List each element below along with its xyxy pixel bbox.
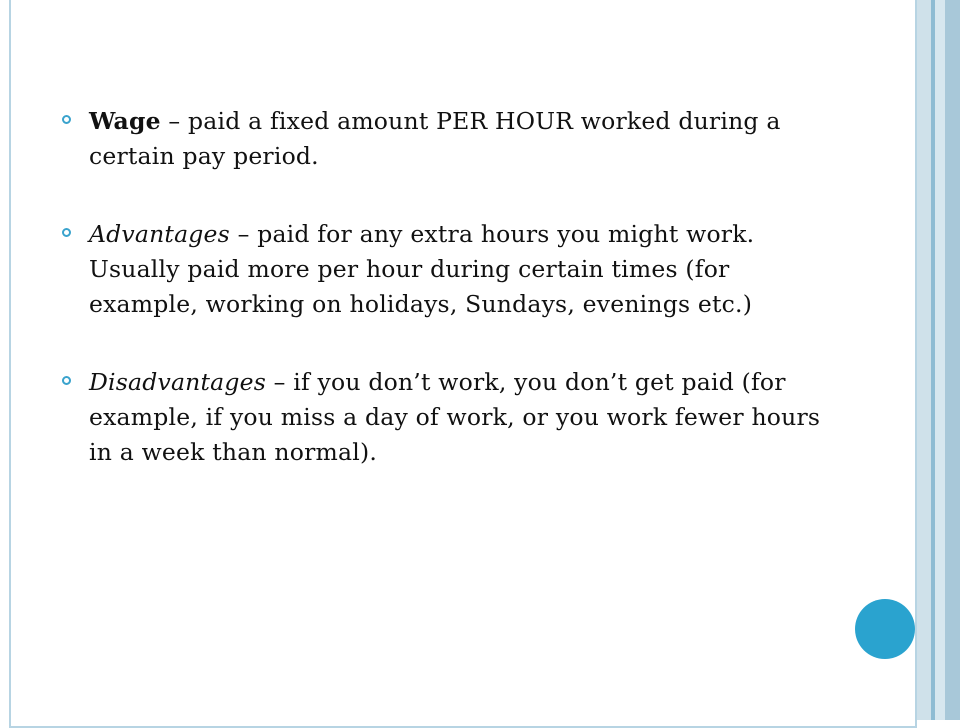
bullet-body: – paid for any extra hours you might work. Usually paid more per hour during certain times (for example, working on holidays, Sundays, evenings etc.) — [89, 220, 755, 318]
decorative-side-stripes — [917, 0, 960, 720]
stripe-light — [917, 0, 931, 720]
stripe-dark — [945, 0, 960, 720]
stripe-light-2 — [935, 0, 945, 720]
accent-circle-icon — [855, 599, 915, 659]
bullet-text — [89, 104, 822, 174]
bullet-item-advantages — [62, 217, 822, 322]
bullet-item-disadvantages — [62, 365, 822, 470]
bullet-term: Advantages — [89, 220, 230, 248]
bullet-body: – paid a fixed amount PER HOUR worked during a certain pay period. — [89, 107, 781, 170]
bullet-term: Wage — [89, 107, 161, 135]
bullet-list — [62, 104, 822, 513]
bullet-circle-icon — [62, 115, 71, 124]
bullet-body: – if you don’t work, you don’t get paid (for example, if you miss a day of work, or you work fewer hours in a week than normal). — [89, 368, 821, 466]
bullet-text — [89, 365, 822, 470]
bullet-term: Disadvantages — [89, 368, 266, 396]
bullet-circle-icon — [62, 228, 71, 237]
bullet-item-wage — [62, 104, 822, 174]
bullet-circle-icon — [62, 376, 71, 385]
bullet-text — [89, 217, 822, 322]
